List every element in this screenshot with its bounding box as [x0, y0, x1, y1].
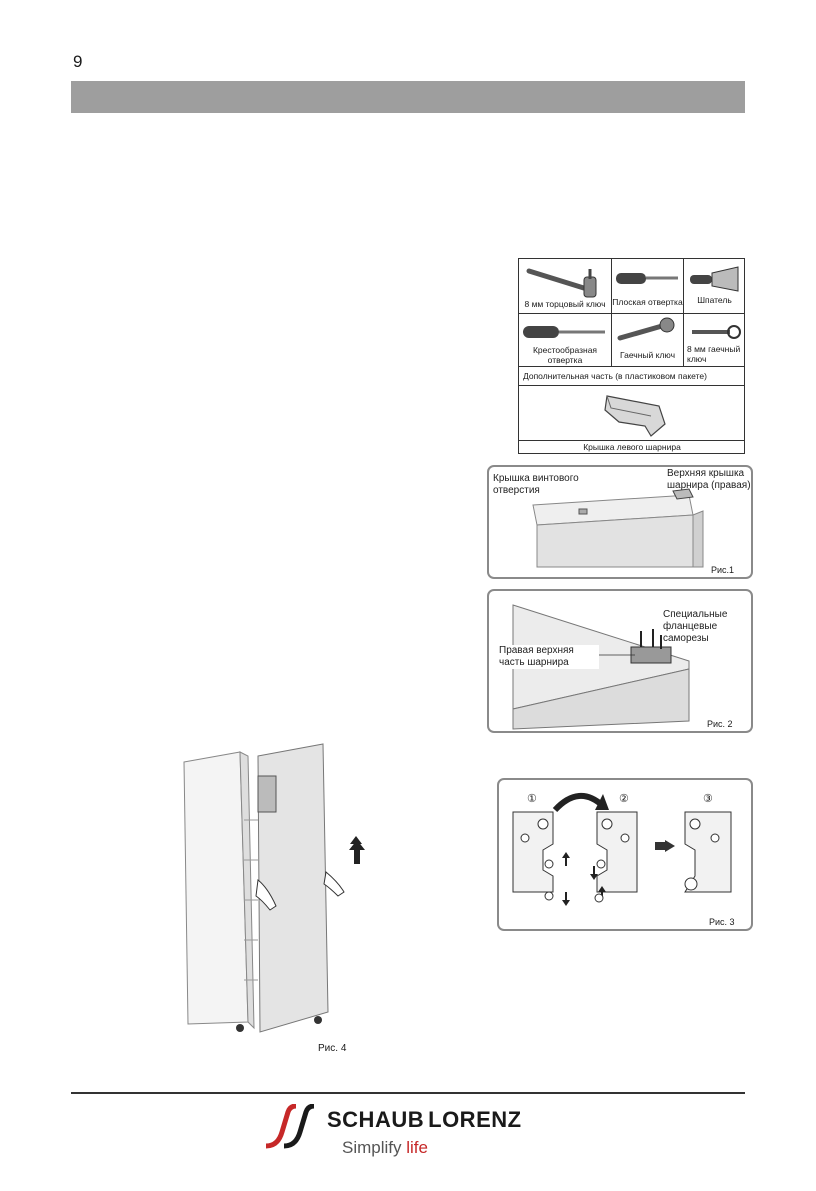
step-3-marker: ③: [703, 793, 713, 805]
hinge-cover-label: Крышка левого шарнира: [583, 442, 681, 452]
brand-logo-icon: [262, 1104, 322, 1150]
tool-cell-flat-screwdriver: [612, 259, 684, 314]
step-2-marker: ②: [619, 793, 629, 805]
tool-label: Крестообразная отвертка: [532, 345, 598, 365]
figure-2: [487, 589, 753, 733]
tagline-accent: life: [406, 1138, 428, 1157]
hinge-cover-icon: [519, 386, 745, 440]
tool-label: Плоская отвертка: [612, 297, 683, 307]
section-header-bar: [71, 81, 745, 113]
callout-top-hinge-cover: Верхняя крышка шарнира (правая): [667, 468, 751, 491]
footer-divider: [71, 1092, 745, 1094]
step-1-marker: ①: [527, 793, 537, 805]
brand-first-word: SCHAUB: [327, 1107, 425, 1132]
hinge-cover-row: [519, 386, 745, 441]
tools-table: [518, 258, 745, 454]
tool-cell-socket-wrench: [519, 259, 612, 314]
spatula-icon: [684, 261, 744, 295]
tool-label: 8 мм гаечный ключ: [687, 344, 741, 364]
figure-3-label: Рис. 3: [709, 917, 735, 927]
socket-wrench-icon: [519, 261, 611, 301]
page-number: 9: [73, 52, 83, 71]
tool-label: 8 мм торцовый ключ: [524, 299, 606, 309]
callout-screw-hole-cover: Крышка винтового отверстия: [493, 473, 579, 496]
fridge-door-removal-illustration: [178, 740, 378, 1040]
tool-cell-open-wrench: [684, 314, 745, 367]
tool-label: Шпатель: [697, 295, 732, 305]
brand-second-word: LORENZ: [428, 1107, 522, 1132]
adjustable-wrench-icon: [612, 316, 684, 346]
callout-flange-screws: Специальные фланцевые саморезы: [663, 609, 728, 644]
extra-part-row: [519, 367, 745, 386]
callout-right-hinge: Правая верхняя часть шарнира: [499, 645, 599, 669]
figure-3: [497, 778, 753, 931]
tool-cell-adjustable-wrench: [612, 314, 684, 367]
brand-name: [327, 1107, 522, 1133]
hinge-cover-label-row: [519, 441, 745, 454]
figure-4: [178, 740, 378, 1060]
tool-cell-spatula: [684, 259, 745, 314]
tool-cell-phillips-screwdriver: [519, 314, 612, 367]
figure-2-label: Рис. 2: [707, 719, 733, 729]
tagline-main: Simplify: [342, 1138, 407, 1157]
flat-screwdriver-icon: [612, 263, 684, 299]
figure-1-label: Рис.1: [711, 565, 735, 575]
figure-4-label: Рис. 4: [318, 1043, 347, 1054]
extra-part-label: Дополнительная часть (в пластиковом пакете): [523, 371, 707, 381]
tool-label: Гаечный ключ: [619, 350, 676, 360]
open-wrench-icon: [684, 316, 744, 346]
figure-1: [487, 465, 753, 579]
phillips-screwdriver-icon: [519, 316, 611, 346]
brand-tagline: [342, 1138, 428, 1158]
